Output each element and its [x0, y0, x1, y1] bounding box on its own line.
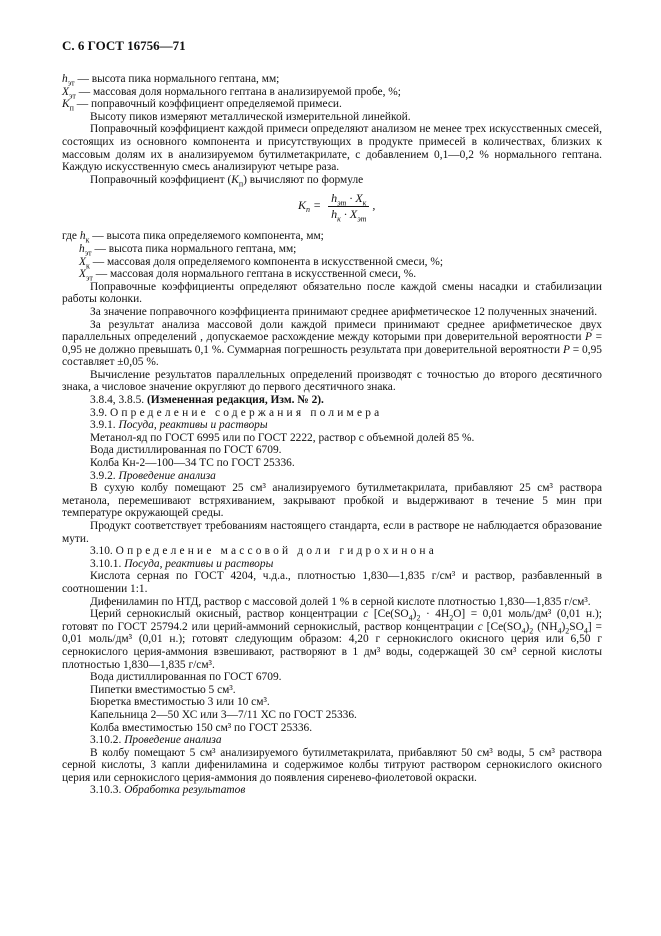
correction-formula: $K_п$ = $\frac{h_{эт} \cdot X_к}{h_к \cdot X_{эт}}$ ,	[298, 191, 376, 224]
reagent-sulfuric-acid: Кислота серная по ГОСТ 4204, ч.д.а., плотностью 1,830—1,835 г/см³ и раствор, разбавленный в соотношении 1:1.	[62, 570, 602, 595]
reagent-diphenylamine: Дифениламин по НТД, раствор с массовой долей 1 % в серной кислоте плотностью 1,830—1,835 г/см³.	[90, 595, 591, 608]
paragraph-polymer-procedure: В сухую колбу помещают 25 см³ анализируемого бутилметакрилата, прибавляют 25 см³ раствора метанола, перемешивают встряхиванием, закрывают пробкой и выдерживают в течение 5 мин при температуре окружающей среды.	[62, 482, 602, 520]
paragraph-peak-height: Высоту пиков измеряют металлической измерительной линейкой.	[90, 110, 411, 123]
reagent-cerium: Церий сернокислый окисный, раствор концентрации c $[Ce(SO_4)_2 \cdot 4H_2O] = 0,01$ моль/дм³ (0,01 н.); готовят по ГОСТ 25794.2 или церий-аммоний сернокислый, раствор концентрации c [$Ce(SO_4)_2$ $(NH_4)_2SO_4] = 0,01$ моль/дм³ (0,01 н.); готовят следующим образом: 4,20 г сернокислого окисного церия или 6,50 г сернокислого церия-аммония взвешивают, растворяют в 1 дм³ воды, содержащей 30 см³ серной кислоты плотностью 1,830—1,835 г/см³.	[62, 608, 602, 671]
section-3-10-3-heading: 3.10.3. Обработка результатов	[90, 784, 246, 797]
reagent-water-2: Вода дистиллированная по ГОСТ 6709.	[90, 671, 282, 684]
section-3-10-1-heading: 3.10.1. Посуда, реактивы и растворы	[90, 557, 274, 570]
definition-k: $K_п$ — поправочный коэффициент определяемой примеси.	[62, 98, 342, 113]
definition-x-k: $X_к$ — массовая доля определяемого компонента в искусственной смеси, %;	[79, 255, 444, 270]
document-body	[62, 73, 602, 797]
section-3-10-2-heading: 3.10.2. Проведение анализа	[90, 734, 222, 747]
definition-h-k: где $h_к$ — высота пика определяемого компонента, мм;	[62, 230, 324, 245]
paragraph-coefficient-timing: Поправочные коэффициенты определяют обязательно после каждой смены насадки и стабилизации работы колонки.	[62, 280, 602, 306]
page-header: С. 6 ГОСТ 16756—71	[62, 38, 186, 53]
paragraph-polymer-result: Продукт соответствует требованиям настоящего стандарта, если в растворе не наблюдается образование мути.	[62, 520, 602, 545]
definition-h-gt: $h_{эт}$ — высота пика нормального гептана, мм;	[62, 73, 280, 88]
paragraph-formula-intro: Поправочный коэффициент $(K_п)$ вычисляют по формуле	[90, 173, 364, 189]
section-3-10-heading: 3.10. Определение массовой доли гидрохинона	[90, 545, 437, 558]
reagent-water: Вода дистиллированная по ГОСТ 6709.	[90, 444, 282, 457]
definition-x-gt: $X_{эт}$ — массовая доля нормального гептана в анализируемой пробе, %;	[62, 85, 401, 100]
section-3-9-1-heading: 3.9.1. Посуда, реактивы и растворы	[90, 419, 268, 432]
definition-h-gt-2: $h_{эт}$ — высота пика нормального гептана, мм;	[79, 242, 297, 258]
reagent-methanol: Метанол-яд по ГОСТ 6995 или по ГОСТ 2222, раствор с объемной долей 85 %.	[90, 431, 475, 444]
section-3-9-heading: 3.9. Определение содержания полимера	[90, 406, 383, 419]
paragraph-coefficient-value: За значение поправочного коэффициента принимают среднее арифметическое 12 полученных значений.	[90, 305, 598, 318]
section-3-9-2-heading: 3.9.2. Проведение анализа	[90, 469, 216, 482]
paragraph-result-accuracy: За результат анализа массовой доли каждой примеси принимают среднее арифметическое двух параллельных определений , допускаемое расхождение между которыми при доверительной вероятности P = 0,95 не должно превышать 0,1 %. Суммарная погрешность результата при доверительной вероятности P = 0,95 составляет ±0,05 %.	[62, 318, 602, 369]
definition-x-gt-2: $X_{эт}$ — массовая доля нормального гептана в искусственной смеси, %.	[79, 268, 417, 283]
paragraph-rounding: Вычисление результатов параллельных определений производят с точностью до второго десятичного знака, а числовое значение округляют до первого десятичного знака.	[62, 368, 602, 394]
equipment-flask: Колба Кн-2—100—34 ТС по ГОСТ 25336.	[90, 457, 295, 470]
equipment-flask-150: Колба вместимостью 150 см³ по ГОСТ 25336.	[90, 721, 313, 734]
equipment-burette: Бюретка вместимостью 3 или 10 см³.	[90, 696, 270, 709]
equipment-pipettes: Пипетки вместимостью 5 см³.	[90, 683, 236, 696]
amendment-note: 3.8.4, 3.8.5. (Измененная редакция, Изм. № 2).	[90, 394, 324, 407]
equipment-dropper: Капельница 2—50 ХС или 3—7/11 ХС по ГОСТ 25336.	[90, 708, 357, 721]
paragraph-hydroquinone-procedure: В колбу помещают 5 см³ анализируемого бутилметакрилата, прибавляют 50 см³ воды, 5 см³ раствора серной кислоты, 3 капли дифениламина и содержимое колбы титруют раствором сернокислого окисного церия или сернокислого церия-аммония до появления сиренево-фиолетовой окраски.	[62, 746, 602, 784]
paragraph-correction-mixtures: Поправочный коэффициент каждой примеси определяют анализом не менее трех искусственных смесей, состоящих из основного компонента и присутствующих в продукте примесей в количествах, близких к массовым долям их в анализируемом бутилметакрилате, с добавлением 0,1—0,2 % нормального гептана. Каждую искусственную смесь анализируют четыре раза.	[62, 123, 602, 174]
